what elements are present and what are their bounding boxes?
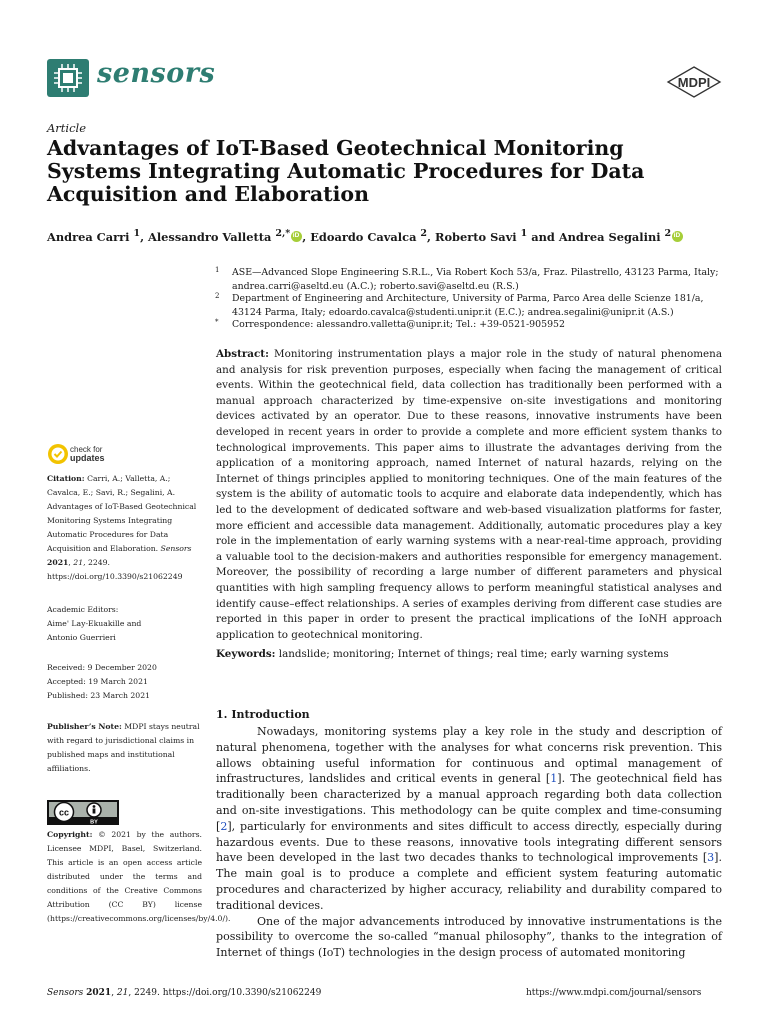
copyright-label: Copyright: <box>47 830 93 839</box>
received-date: Received: 9 December 2020 <box>47 663 157 672</box>
copyright-block <box>47 828 231 926</box>
introduction-body <box>216 724 722 961</box>
affiliation-item <box>216 292 732 320</box>
author-name: Edoardo Cavalca <box>310 229 417 244</box>
author-affiliation-mark: 2 <box>664 228 672 239</box>
paragraph-text: ], particularly for environments and sites difficult to access directly, especially during hazardous events. Due to these reasons, innovative tools integrating different sensors have been developed in the last two decades thanks to technological improvements [ <box>216 819 722 865</box>
affiliation-number: 2 <box>215 292 220 300</box>
citation-label: Citation: <box>47 474 85 483</box>
footer-doi[interactable]: , 2249. https://doi.org/10.3390/s21062249 <box>128 988 322 998</box>
copyright-text: © 2021 by the authors. Licensee MDPI, Basel, Switzerland. This article is an open access article distributed under the terms and conditions of the Creative Commons Attribution (CC BY) license (https://creativecommons.org/licenses/by/4.0/). <box>47 830 231 923</box>
publisher-logo[interactable] <box>666 66 722 102</box>
citation-block: Citation: Carri, A.; Valletta, A.; Cavalca, E.; Savi, R.; Segalini, A. Advantages of IoT-Based Geotechnical Monitoring Systems Integrating Automatic Procedures for Data Acquisition and Elaboration. Sensors 2021, 21, 2249. https://doi.org/10.3390/s21062249 <box>47 474 197 581</box>
affiliation-text: Department of Engineering and Architecture, University of Parma, Parco Area delle Scienze 181/a, 43124 Parma, Italy; edoardo.cavalca@studenti.unipr.it (E.C.); andrea.segalini@unipr.it (A.S.) <box>232 293 704 318</box>
author-name: Andrea Segalini <box>558 229 661 244</box>
cc-by-license-icon[interactable] <box>47 800 119 825</box>
footer-journal: Sensors <box>47 988 84 998</box>
publisher-note <box>47 720 202 776</box>
citation-text: Carri, A.; Valletta, A.; Cavalca, E.; Savi, R.; Segalini, A. Advantages of IoT-Based Geotechnical Monitoring Systems Integrating Automatic Procedures for Data Acquisition and Elaboration. <box>47 474 197 553</box>
keywords-label: Keywords: <box>216 648 276 660</box>
orcid-icon[interactable] <box>672 231 683 242</box>
publisher-note-label: Publisher’s Note: <box>47 722 122 731</box>
affiliation-item <box>216 266 732 294</box>
citation-volume: 21 <box>73 558 84 567</box>
reference-link[interactable]: 1 <box>550 772 558 786</box>
footer-journal-url[interactable]: https://www.mdpi.com/journal/sensors <box>526 988 702 998</box>
check-for-updates-line1: check for <box>70 445 103 454</box>
citation-journal: Sensors <box>160 544 192 553</box>
author-affiliation-mark: 2,* <box>275 228 291 239</box>
paragraph-text: ]. The main goal is to produce a complete and efficient system featuring automatic procedures and characterized by higher accuracy, reliability and durability compared to traditional devices. <box>216 851 722 912</box>
paragraph <box>216 724 722 914</box>
editor-name: Aime' Lay-Ekuakille and <box>47 619 142 628</box>
citation-year: 2021 <box>47 558 69 567</box>
publication-dates <box>47 661 202 703</box>
footer-citation: Sensors 2021, 21, 2249. https://doi.org/10.3390/s21062249 <box>47 988 322 998</box>
footer-year: 2021 <box>86 988 112 998</box>
published-date: Published: 23 March 2021 <box>47 691 150 700</box>
section-heading: 1. Introduction <box>216 708 310 721</box>
author-list: Andrea Carri $^1$, Alessandro Valletta $^{2,*}$iD , Edoardo Cavalca $^2$, Roberto Savi $^1$ and Andrea Segalini $^2$iD <box>47 228 727 244</box>
footer-volume: 21 <box>116 988 129 998</box>
editors-label: Academic Editors: <box>47 605 119 614</box>
editor-name: Antonio Guerrieri <box>47 633 116 642</box>
svg-text:cc: cc <box>58 807 70 818</box>
author-affiliation-mark: 1 <box>520 228 528 239</box>
check-for-updates-icon[interactable] <box>47 443 69 469</box>
article-type: Article <box>47 121 87 135</box>
orcid-icon[interactable] <box>291 231 302 242</box>
affiliation-text: ASE—Advanced Slope Engineering S.R.L., Via Robert Koch 53/a, Fraz. Pilastrello, 43123 Parma, Italy; andrea.carri@aseltd.eu (A.C.); roberto.savi@aseltd.eu (R.S.) <box>232 267 719 292</box>
affiliation-text: Correspondence: alessandro.valletta@unipr.it; Tel.: +39-0521-905952 <box>232 319 565 330</box>
paragraph-text: ]. The geotechnical field has traditionally been characterized by a manual approach regarding both data collection and on-site investigations. This methodology can be quite complex and time-consuming [ <box>216 772 722 833</box>
academic-editors <box>47 603 202 645</box>
citation-doi[interactable]: , 2249. https://doi.org/10.3390/s21062249 <box>47 558 183 581</box>
author-conjunction: and <box>531 229 555 244</box>
author-affiliation-mark: 1 <box>133 228 141 239</box>
keywords <box>216 647 722 662</box>
abstract-text: Monitoring instrumentation plays a major role in the study of natural phenomena and analysis for risk prevention purposes, especially when facing the management of critical events. Within the geotechnical field, data collection has traditionally been performed with a manual approach characterized by time-expensive on-site investigations and monitoring devices activated by an operator. Due to these reasons, innovative instruments have been developed in recent years in order to provide a complete and more efficient system thanks to technological improvements. This paper aims to illustrate the advantages deriving from the application of a monitoring approach, named Internet of natural hazards, relying on the Internet of things principles applied to monitoring techniques. One of the main features of the system is the ability of automatic tools to acquire and elaborate data independently, which has led to the development of dedicated software and web-based visualization platforms for faster, more efficient and accessible data management. Additionally, automatic procedures play a key role in the implementation of early warning systems with a near-real-time approach, providing a valuable tool to the decision-makers and authorities responsible for emergency management. Moreover, the possibility of recording a large number of different parameters and physical quantities with high sampling frequency allows to perform meaningful statistical analyses and identify cause–effect relationships. A series of examples deriving from different case studies are reported in this paper in order to present the practical implications of the IoNH approach application to geotechnical monitoring. <box>216 348 722 641</box>
reference-link[interactable]: 3 <box>707 851 715 865</box>
paragraph: One of the major advancements introduced by innovative instrumentations is the possibility to overcome the so-called “manual philosophy”, thanks to the integration of Internet of things (IoT) technologies in the design process of automated monitoring <box>216 914 722 960</box>
cc-by-label: BY <box>90 819 98 825</box>
affiliation-number: 1 <box>215 266 220 274</box>
author-name: Andrea Carri <box>47 229 130 244</box>
publisher-name: MDPI <box>677 75 711 90</box>
reference-link[interactable]: 2 <box>220 819 228 833</box>
keywords-text: landslide; monitoring; Internet of things; real time; early warning systems <box>278 648 669 660</box>
publisher-note-text: MDPI stays neutral with regard to jurisdictional claims in published maps and institutional affiliations. <box>47 722 200 773</box>
author-affiliation-mark: 2 <box>420 228 428 239</box>
affiliation-number: * <box>215 318 219 326</box>
abstract <box>216 347 722 643</box>
author-name: Alessandro Valletta <box>148 229 272 244</box>
check-for-updates-link[interactable] <box>70 445 105 463</box>
article-title: Advantages of IoT-Based Geotechnical Monitoring Systems Integrating Automatic Procedures for Data Acquisition and Elaboration <box>47 136 645 206</box>
journal-logo-icon <box>47 59 89 97</box>
author-name: Roberto Savi <box>434 229 517 244</box>
paragraph-text: Nowadays, monitoring systems play a key role in the study and description of natural phenomena, together with the analyses for what concerns risk prevention. This allows obtaining useful information for continuous and optimal management of infrastructures, landslides and critical events in general [ <box>216 725 722 786</box>
check-for-updates-line2: updates <box>70 453 105 463</box>
accepted-date: Accepted: 19 March 2021 <box>47 677 148 686</box>
journal-name[interactable]: sensors <box>97 58 216 89</box>
abstract-label: Abstract: <box>216 348 269 360</box>
affiliation-item <box>216 318 732 332</box>
